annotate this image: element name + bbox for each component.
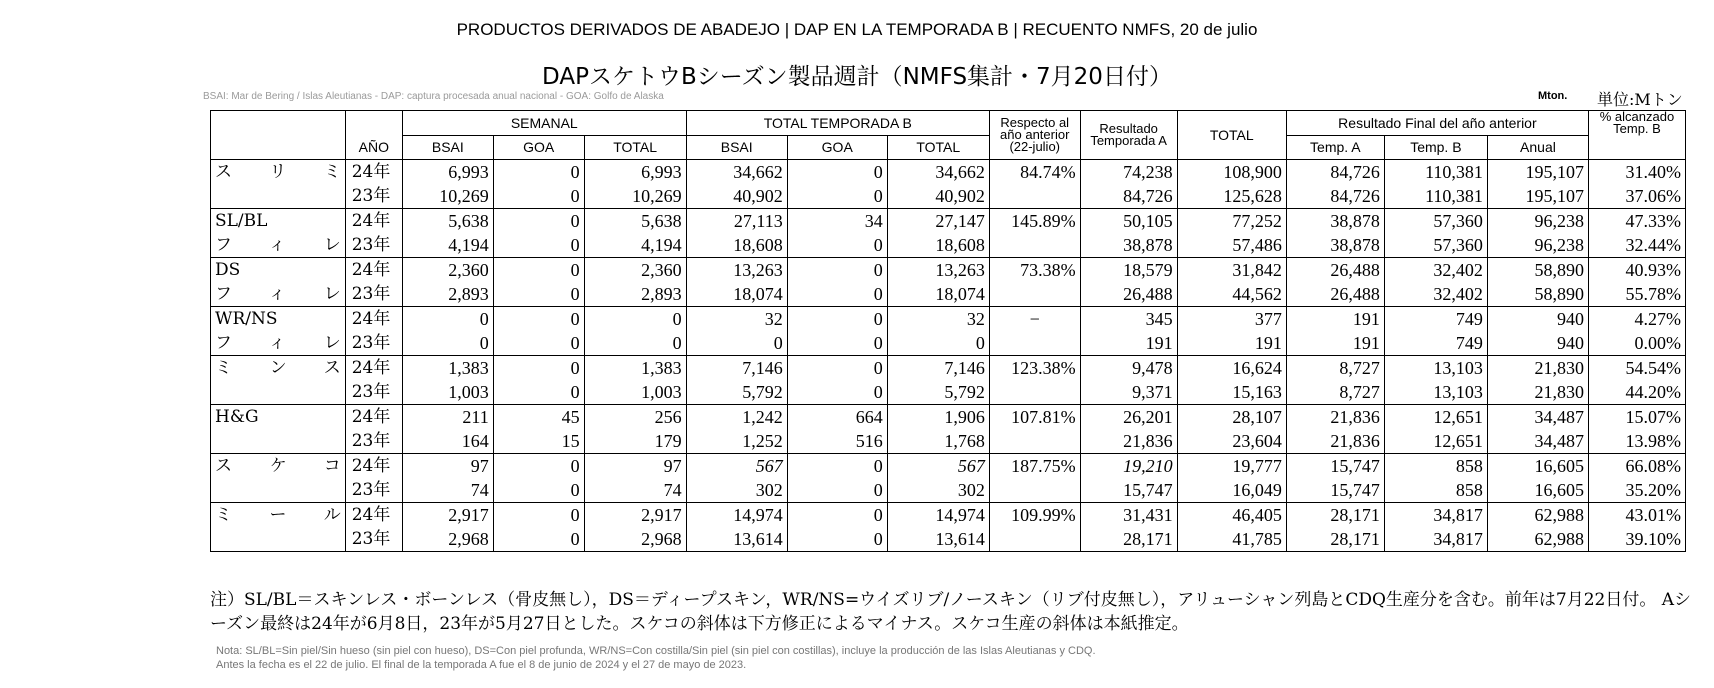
header-total: TOTAL	[1177, 111, 1286, 160]
cell-w-total: 10,269	[584, 184, 686, 209]
cell-total: 125,628	[1177, 184, 1286, 209]
cell-pct: 35.20%	[1588, 478, 1685, 503]
cell-w-total: 5,638	[584, 209, 686, 234]
header-respecto: Respecto al año anterior (22-julio)	[989, 111, 1080, 160]
header-year: AÑO	[345, 111, 402, 160]
cell-b-bsai: 1,252	[686, 429, 787, 454]
cell-w-total: 6,993	[584, 160, 686, 185]
diff-cell	[989, 380, 1080, 405]
year-cell: 23年	[345, 478, 402, 503]
cell-p-anual: 16,605	[1487, 454, 1588, 479]
cell-b-total: 7,146	[887, 356, 989, 381]
cell-p-b: 32,402	[1384, 258, 1487, 283]
diff-cell	[989, 233, 1080, 258]
cell-p-anual: 34,487	[1487, 405, 1588, 430]
cell-w-bsai: 211	[402, 405, 493, 430]
cell-b-total: 18,608	[887, 233, 989, 258]
cell-b-bsai: 1,242	[686, 405, 787, 430]
product-jp-label: フィレ	[211, 331, 346, 356]
year-cell: 23年	[345, 282, 402, 307]
diff-cell	[989, 527, 1080, 552]
year-cell: 23年	[345, 184, 402, 209]
cell-res-a: 9,371	[1080, 380, 1177, 405]
cell-w-total: 0	[584, 331, 686, 356]
cell-w-bsai: 5,638	[402, 209, 493, 234]
table-row	[211, 405, 1686, 430]
cell-p-anual: 21,830	[1487, 356, 1588, 381]
cell-pct: 4.27%	[1588, 307, 1685, 332]
cell-p-b: 34,817	[1384, 503, 1487, 528]
header-semanal: SEMANAL	[402, 111, 686, 136]
cell-w-goa: 0	[493, 209, 584, 234]
cell-total: 44,562	[1177, 282, 1286, 307]
year-cell: 24年	[345, 160, 402, 185]
cell-b-total: 0	[887, 331, 989, 356]
cell-p-anual: 58,890	[1487, 282, 1588, 307]
cell-b-bsai: 40,902	[686, 184, 787, 209]
cell-b-total: 40,902	[887, 184, 989, 209]
cell-w-goa: 0	[493, 356, 584, 381]
year-cell: 24年	[345, 209, 402, 234]
cell-pct: 31.40%	[1588, 160, 1685, 185]
diff-cell: 109.99%	[989, 503, 1080, 528]
cell-total: 15,163	[1177, 380, 1286, 405]
cell-b-total: 32	[887, 307, 989, 332]
table-row	[211, 356, 1686, 381]
cell-b-bsai: 13,263	[686, 258, 787, 283]
cell-w-bsai: 97	[402, 454, 493, 479]
table-body	[211, 160, 1686, 552]
cell-w-goa: 0	[493, 258, 584, 283]
cell-p-a: 38,878	[1286, 209, 1384, 234]
cell-w-goa: 0	[493, 331, 584, 356]
cell-b-bsai: 14,974	[686, 503, 787, 528]
table-row	[211, 527, 1686, 552]
diff-cell: 73.38%	[989, 258, 1080, 283]
header-b-total: TOTAL	[887, 136, 989, 160]
cell-w-total: 74	[584, 478, 686, 503]
cell-pct: 55.78%	[1588, 282, 1685, 307]
cell-res-a: 15,747	[1080, 478, 1177, 503]
cell-res-a: 191	[1080, 331, 1177, 356]
cell-b-goa: 0	[787, 380, 887, 405]
cell-b-bsai: 5,792	[686, 380, 787, 405]
cell-p-anual: 21,830	[1487, 380, 1588, 405]
cell-p-a: 191	[1286, 307, 1384, 332]
cell-w-bsai: 74	[402, 478, 493, 503]
header-resultado-a: Resultado Temporada A	[1080, 111, 1177, 160]
diff-cell	[989, 184, 1080, 209]
cell-b-bsai: 18,074	[686, 282, 787, 307]
cell-total: 16,624	[1177, 356, 1286, 381]
product-jp-label	[211, 380, 346, 405]
header-w-total: TOTAL	[584, 136, 686, 160]
note-spanish	[216, 644, 1096, 672]
cell-w-bsai: 2,917	[402, 503, 493, 528]
cell-total: 41,785	[1177, 527, 1286, 552]
table-row	[211, 307, 1686, 332]
cell-b-bsai: 567	[686, 454, 787, 479]
cell-p-anual: 195,107	[1487, 184, 1588, 209]
product-jp-label: SL/BL	[211, 209, 346, 234]
cell-total: 108,900	[1177, 160, 1286, 185]
cell-p-a: 8,727	[1286, 356, 1384, 381]
cell-p-anual: 940	[1487, 331, 1588, 356]
production-table	[210, 110, 1686, 552]
cell-b-goa: 34	[787, 209, 887, 234]
header-blank	[211, 111, 346, 160]
cell-w-goa: 0	[493, 527, 584, 552]
cell-w-bsai: 2,360	[402, 258, 493, 283]
cell-b-total: 18,074	[887, 282, 989, 307]
cell-p-b: 34,817	[1384, 527, 1487, 552]
cell-b-goa: 0	[787, 184, 887, 209]
diff-cell	[989, 478, 1080, 503]
cell-total: 77,252	[1177, 209, 1286, 234]
cell-res-a: 26,488	[1080, 282, 1177, 307]
table-row	[211, 282, 1686, 307]
cell-total: 19,777	[1177, 454, 1286, 479]
cell-w-bsai: 1,383	[402, 356, 493, 381]
cell-b-total: 13,614	[887, 527, 989, 552]
cell-res-a: 9,478	[1080, 356, 1177, 381]
cell-b-bsai: 7,146	[686, 356, 787, 381]
product-jp-label: ミンス	[211, 356, 346, 381]
cell-b-goa: 664	[787, 405, 887, 430]
header-anual: Anual	[1487, 136, 1588, 160]
cell-w-bsai: 1,003	[402, 380, 493, 405]
cell-w-total: 4,194	[584, 233, 686, 258]
cell-b-bsai: 32	[686, 307, 787, 332]
cell-p-b: 57,360	[1384, 209, 1487, 234]
cell-pct: 47.33%	[1588, 209, 1685, 234]
year-cell: 23年	[345, 429, 402, 454]
cell-w-bsai: 10,269	[402, 184, 493, 209]
header-temp-b: Temp. B	[1384, 136, 1487, 160]
header-b-goa: GOA	[787, 136, 887, 160]
cell-p-b: 12,651	[1384, 429, 1487, 454]
cell-pct: 43.01%	[1588, 503, 1685, 528]
product-jp-label: DS	[211, 258, 346, 283]
table-row	[211, 454, 1686, 479]
cell-w-bsai: 2,968	[402, 527, 493, 552]
cell-w-total: 2,968	[584, 527, 686, 552]
product-jp-label	[211, 184, 346, 209]
cell-b-goa: 0	[787, 527, 887, 552]
cell-w-goa: 0	[493, 160, 584, 185]
cell-w-total: 179	[584, 429, 686, 454]
year-cell: 24年	[345, 454, 402, 479]
cell-res-a: 84,726	[1080, 184, 1177, 209]
cell-p-anual: 96,238	[1487, 233, 1588, 258]
cell-b-total: 14,974	[887, 503, 989, 528]
abbreviation-legend: BSAI: Mar de Bering / Islas Aleutianas - DAP: captura procesada anual nacional - GOA: Golfo de Alaska	[203, 91, 664, 102]
year-cell: 24年	[345, 503, 402, 528]
cell-res-a: 50,105	[1080, 209, 1177, 234]
diff-cell: −	[989, 307, 1080, 332]
product-jp-label: ミール	[211, 503, 346, 528]
diff-cell: 107.81%	[989, 405, 1080, 430]
cell-p-a: 26,488	[1286, 282, 1384, 307]
cell-res-a: 31,431	[1080, 503, 1177, 528]
cell-w-bsai: 2,893	[402, 282, 493, 307]
product-jp-label	[211, 527, 346, 552]
header-alcanzado: % alcanzado Temp. B	[1588, 111, 1685, 160]
cell-b-total: 1,768	[887, 429, 989, 454]
cell-p-b: 57,360	[1384, 233, 1487, 258]
cell-b-goa: 0	[787, 331, 887, 356]
cell-w-goa: 0	[493, 184, 584, 209]
cell-b-goa: 0	[787, 160, 887, 185]
cell-p-b: 749	[1384, 307, 1487, 332]
table-row	[211, 429, 1686, 454]
product-jp-label: H&G	[211, 405, 346, 430]
cell-b-goa: 0	[787, 258, 887, 283]
cell-total: 377	[1177, 307, 1286, 332]
unit-label-jp: 単位:Mトン	[1597, 90, 1683, 109]
cell-w-goa: 0	[493, 478, 584, 503]
year-cell: 23年	[345, 233, 402, 258]
cell-p-a: 191	[1286, 331, 1384, 356]
table-row	[211, 258, 1686, 283]
cell-pct: 54.54%	[1588, 356, 1685, 381]
cell-b-goa: 0	[787, 282, 887, 307]
cell-p-b: 13,103	[1384, 356, 1487, 381]
page-title: PRODUCTOS DERIVADOS DE ABADEJO | DAP EN LA TEMPORADA B | RECUENTO NMFS, 20 de julio	[456, 20, 1258, 39]
cell-p-b: 110,381	[1384, 160, 1487, 185]
cell-pct: 66.08%	[1588, 454, 1685, 479]
cell-w-total: 1,383	[584, 356, 686, 381]
year-cell: 24年	[345, 307, 402, 332]
cell-pct: 40.93%	[1588, 258, 1685, 283]
year-cell: 23年	[345, 331, 402, 356]
cell-pct: 39.10%	[1588, 527, 1685, 552]
table-row	[211, 233, 1686, 258]
cell-w-goa: 0	[493, 307, 584, 332]
cell-b-goa: 0	[787, 503, 887, 528]
cell-res-a: 345	[1080, 307, 1177, 332]
cell-p-b: 32,402	[1384, 282, 1487, 307]
note-spanish-line-1: Nota: SL/BL=Sin piel/Sin hueso (sin piel con hueso), DS=Con piel profunda, WR/NS=Con costilla/Sin piel (sin piel con costillas), incluye la producción de las Islas Aleutianas y CDQ.	[216, 645, 1096, 657]
table-row	[211, 478, 1686, 503]
cell-p-anual: 62,988	[1487, 527, 1588, 552]
year-cell: 23年	[345, 527, 402, 552]
product-jp-label: フィレ	[211, 282, 346, 307]
cell-w-goa: 0	[493, 503, 584, 528]
cell-p-a: 84,726	[1286, 160, 1384, 185]
cell-w-goa: 45	[493, 405, 584, 430]
cell-p-a: 15,747	[1286, 478, 1384, 503]
product-jp-label	[211, 429, 346, 454]
cell-p-anual: 58,890	[1487, 258, 1588, 283]
cell-p-anual: 195,107	[1487, 160, 1588, 185]
table-row	[211, 184, 1686, 209]
header-prev-final: Resultado Final del año anterior	[1286, 111, 1588, 136]
diff-cell: 123.38%	[989, 356, 1080, 381]
cell-p-anual: 16,605	[1487, 478, 1588, 503]
cell-b-total: 302	[887, 478, 989, 503]
cell-res-a: 74,238	[1080, 160, 1177, 185]
diff-cell: 84.74%	[989, 160, 1080, 185]
cell-pct: 44.20%	[1588, 380, 1685, 405]
cell-w-total: 97	[584, 454, 686, 479]
cell-p-b: 858	[1384, 454, 1487, 479]
header-b-bsai: BSAI	[686, 136, 787, 160]
cell-b-goa: 0	[787, 454, 887, 479]
cell-p-a: 8,727	[1286, 380, 1384, 405]
cell-b-bsai: 0	[686, 331, 787, 356]
cell-b-goa: 0	[787, 233, 887, 258]
cell-pct: 15.07%	[1588, 405, 1685, 430]
cell-p-a: 21,836	[1286, 405, 1384, 430]
header-w-goa: GOA	[493, 136, 584, 160]
unit-label-es: Mton.	[1538, 90, 1568, 102]
cell-pct: 32.44%	[1588, 233, 1685, 258]
cell-w-goa: 0	[493, 282, 584, 307]
cell-p-anual: 940	[1487, 307, 1588, 332]
cell-p-a: 38,878	[1286, 233, 1384, 258]
cell-w-total: 2,917	[584, 503, 686, 528]
cell-w-total: 2,893	[584, 282, 686, 307]
cell-p-a: 28,171	[1286, 527, 1384, 552]
cell-total: 191	[1177, 331, 1286, 356]
cell-total: 46,405	[1177, 503, 1286, 528]
table-row	[211, 331, 1686, 356]
product-jp-label: スリミ	[211, 160, 346, 185]
note-spanish-line-2: Antes la fecha es el 22 de julio. El final de la temporada A fue el 8 de junio de 2024 y el 27 de mayo de 2023.	[216, 659, 747, 671]
cell-w-total: 2,360	[584, 258, 686, 283]
cell-w-bsai: 4,194	[402, 233, 493, 258]
header-total-temporada-b: TOTAL TEMPORADA B	[686, 111, 989, 136]
year-cell: 24年	[345, 405, 402, 430]
cell-pct: 0.00%	[1588, 331, 1685, 356]
cell-res-a: 21,836	[1080, 429, 1177, 454]
japanese-title: DAPスケトウBシーズン製品週計（NMFS集計・7月20日付）	[542, 64, 1172, 90]
cell-res-a: 26,201	[1080, 405, 1177, 430]
cell-w-goa: 0	[493, 454, 584, 479]
header-temp-a: Temp. A	[1286, 136, 1384, 160]
product-jp-label: フィレ	[211, 233, 346, 258]
cell-b-goa: 0	[787, 478, 887, 503]
cell-w-bsai: 6,993	[402, 160, 493, 185]
cell-p-anual: 34,487	[1487, 429, 1588, 454]
cell-p-a: 21,836	[1286, 429, 1384, 454]
diff-cell	[989, 282, 1080, 307]
cell-w-goa: 15	[493, 429, 584, 454]
cell-b-total: 5,792	[887, 380, 989, 405]
cell-w-bsai: 0	[402, 307, 493, 332]
cell-total: 16,049	[1177, 478, 1286, 503]
table-row	[211, 503, 1686, 528]
cell-b-goa: 516	[787, 429, 887, 454]
cell-p-a: 15,747	[1286, 454, 1384, 479]
year-cell: 24年	[345, 356, 402, 381]
cell-p-anual: 96,238	[1487, 209, 1588, 234]
cell-b-total: 27,147	[887, 209, 989, 234]
cell-res-a: 38,878	[1080, 233, 1177, 258]
cell-p-b: 110,381	[1384, 184, 1487, 209]
year-cell: 23年	[345, 380, 402, 405]
cell-w-goa: 0	[493, 380, 584, 405]
cell-w-total: 1,003	[584, 380, 686, 405]
cell-pct: 13.98%	[1588, 429, 1685, 454]
product-jp-label: WR/NS	[211, 307, 346, 332]
cell-b-goa: 0	[787, 356, 887, 381]
cell-p-a: 26,488	[1286, 258, 1384, 283]
cell-b-bsai: 34,662	[686, 160, 787, 185]
cell-b-bsai: 302	[686, 478, 787, 503]
table-row	[211, 380, 1686, 405]
cell-pct: 37.06%	[1588, 184, 1685, 209]
table-header	[211, 111, 1686, 160]
diff-cell	[989, 429, 1080, 454]
cell-p-b: 749	[1384, 331, 1487, 356]
cell-total: 57,486	[1177, 233, 1286, 258]
cell-total: 23,604	[1177, 429, 1286, 454]
cell-p-b: 13,103	[1384, 380, 1487, 405]
diff-cell: 145.89%	[989, 209, 1080, 234]
cell-p-a: 28,171	[1286, 503, 1384, 528]
cell-b-bsai: 13,614	[686, 527, 787, 552]
cell-w-total: 0	[584, 307, 686, 332]
header-w-bsai: BSAI	[402, 136, 493, 160]
cell-b-bsai: 27,113	[686, 209, 787, 234]
diff-cell: 187.75%	[989, 454, 1080, 479]
table-row	[211, 160, 1686, 185]
cell-p-a: 84,726	[1286, 184, 1384, 209]
cell-b-goa: 0	[787, 307, 887, 332]
cell-res-a: 28,171	[1080, 527, 1177, 552]
cell-p-b: 858	[1384, 478, 1487, 503]
cell-w-goa: 0	[493, 233, 584, 258]
note-japanese: 注）SL/BL＝スキンレス・ボーンレス（骨皮無し），DS＝ディープスキン，WR/NS=ウイズリブ/ノースキン（リブ付皮無し），アリューシャン列島とCDQ生産分を含む。前年は7月22日付。 Aシーズン最終は24年が6月8日，23年が5月27日とした。スケコの斜体は下方修正によるマイナス。スケコ生産の斜体は本紙推定。	[210, 590, 1692, 634]
year-cell: 24年	[345, 258, 402, 283]
cell-w-bsai: 164	[402, 429, 493, 454]
cell-w-bsai: 0	[402, 331, 493, 356]
diff-cell	[989, 331, 1080, 356]
table-row	[211, 209, 1686, 234]
product-jp-label	[211, 478, 346, 503]
cell-w-total: 256	[584, 405, 686, 430]
cell-res-a: 18,579	[1080, 258, 1177, 283]
product-jp-label: スケコ	[211, 454, 346, 479]
cell-total: 28,107	[1177, 405, 1286, 430]
cell-b-total: 34,662	[887, 160, 989, 185]
cell-p-b: 12,651	[1384, 405, 1487, 430]
cell-total: 31,842	[1177, 258, 1286, 283]
cell-b-total: 13,263	[887, 258, 989, 283]
cell-b-total: 1,906	[887, 405, 989, 430]
cell-res-a: 19,210	[1080, 454, 1177, 479]
cell-p-anual: 62,988	[1487, 503, 1588, 528]
cell-b-total: 567	[887, 454, 989, 479]
cell-b-bsai: 18,608	[686, 233, 787, 258]
